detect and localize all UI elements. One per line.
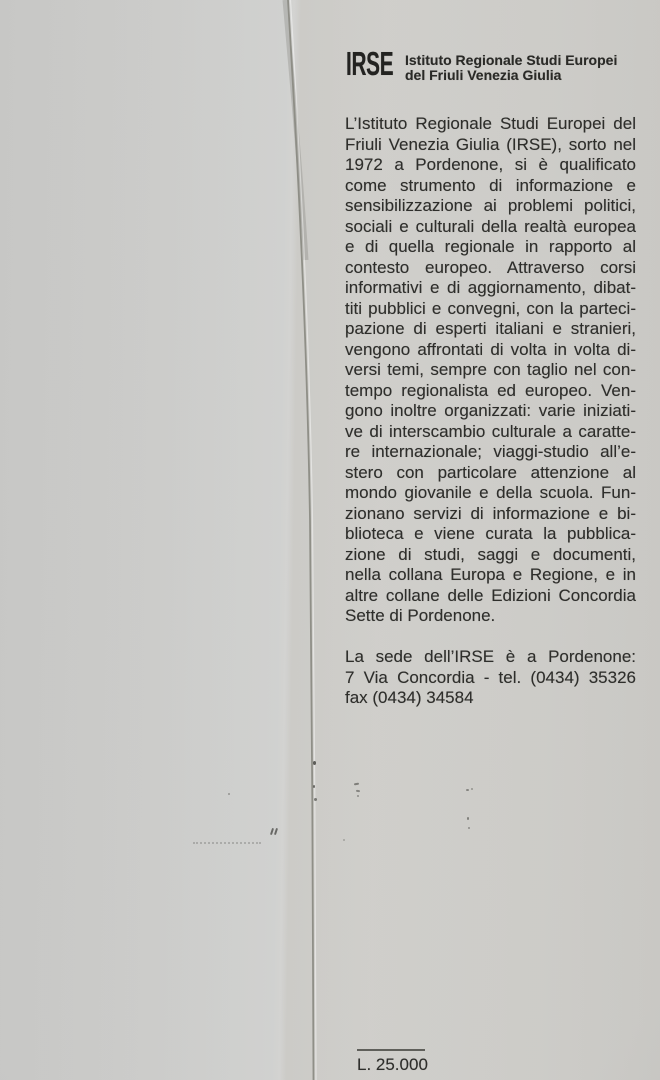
photo-speck [343, 839, 345, 841]
text-line: Sette di Pordenone. [345, 606, 496, 625]
photo-speck [274, 828, 278, 835]
text-line: zionano servizi di informazione e bi- [345, 503, 636, 523]
price-divider-line [357, 1049, 425, 1051]
photo-speck [357, 795, 359, 797]
photo-speck [471, 788, 473, 790]
price-label: L. 25.000 [357, 1055, 428, 1074]
photo-speck [356, 790, 360, 792]
text-line: blioteca e viene curata la pubblica- [345, 524, 636, 543]
text-line: e di quella regionale in rapporto al [345, 237, 636, 256]
text-line: gono inoltre organizzati: varie iniziati- [345, 401, 636, 420]
text-line: vengono affrontati di volta in volta di- [345, 339, 636, 359]
text-line: L’Istituto Regionale Studi Europei del [345, 114, 636, 133]
photo-speck [313, 761, 316, 765]
publisher-logo-name [405, 53, 617, 83]
photo-speck [354, 783, 359, 786]
text-line: re internazionale; viaggi-studio all’e- [345, 442, 636, 461]
photo-speck [314, 798, 317, 801]
photo-speck [228, 793, 230, 795]
photo-speck [466, 789, 469, 791]
institute-description [345, 114, 636, 627]
text-line: informativi e di aggiornamento, dibat- [345, 278, 636, 297]
text-line: zione di studi, saggi e documenti, [345, 544, 636, 564]
publisher-logo-acronym: IRSE [346, 45, 394, 82]
publisher-name-line1: Istituto Regionale Studi Europei [405, 52, 618, 68]
text-line: 1972 a Pordenone, si è qualificato [345, 155, 636, 174]
text-line: stero con particolare attenzione al [345, 462, 636, 482]
text-line: La sede dell’IRSE è a Pordenone: [345, 647, 636, 666]
text-line: sensibilizzazione ai problemi politici, [345, 196, 636, 215]
text-line: ve di interscambio culturale a caratte- [345, 421, 636, 441]
text-line: pazione di esperti italiani e stranieri, [345, 319, 636, 338]
text-line: tempo regionalista ed europeo. Ven- [345, 380, 636, 400]
text-line: come strumento di informazione e [345, 175, 636, 195]
fold-shadow-band [285, 0, 306, 260]
photo-speck [313, 785, 315, 788]
address-block [345, 647, 636, 709]
text-line: 7 Via Concordia - tel. (0434) 35326 [345, 667, 636, 687]
photo-speck [468, 827, 470, 829]
photo-scratch-marks [193, 842, 261, 844]
fold-line [288, 0, 314, 1080]
text-line: versi temi, sempre con taglio nel con- [345, 360, 636, 379]
text-line: altre collane delle Edizioni Concordia [345, 585, 636, 605]
photo-speck [467, 817, 469, 820]
text-line: titi pubblici e convegni, con la parteci- [345, 298, 636, 318]
text-line: contesto europeo. Attraverso corsi [345, 257, 636, 277]
fold-highlight [291, 0, 317, 1080]
text-line: fax (0434) 34584 [345, 688, 474, 707]
text-line: mondo giovanile e della scuola. Fun- [345, 483, 636, 502]
text-line: nella collana Europa e Regione, e in [345, 565, 636, 584]
text-line: Friuli Venezia Giulia (IRSE), sorto nel [345, 134, 636, 154]
publisher-name-line2: del Friuli Venezia Giulia [405, 67, 562, 83]
text-line: sociali e culturali della realtà europea [345, 216, 636, 236]
